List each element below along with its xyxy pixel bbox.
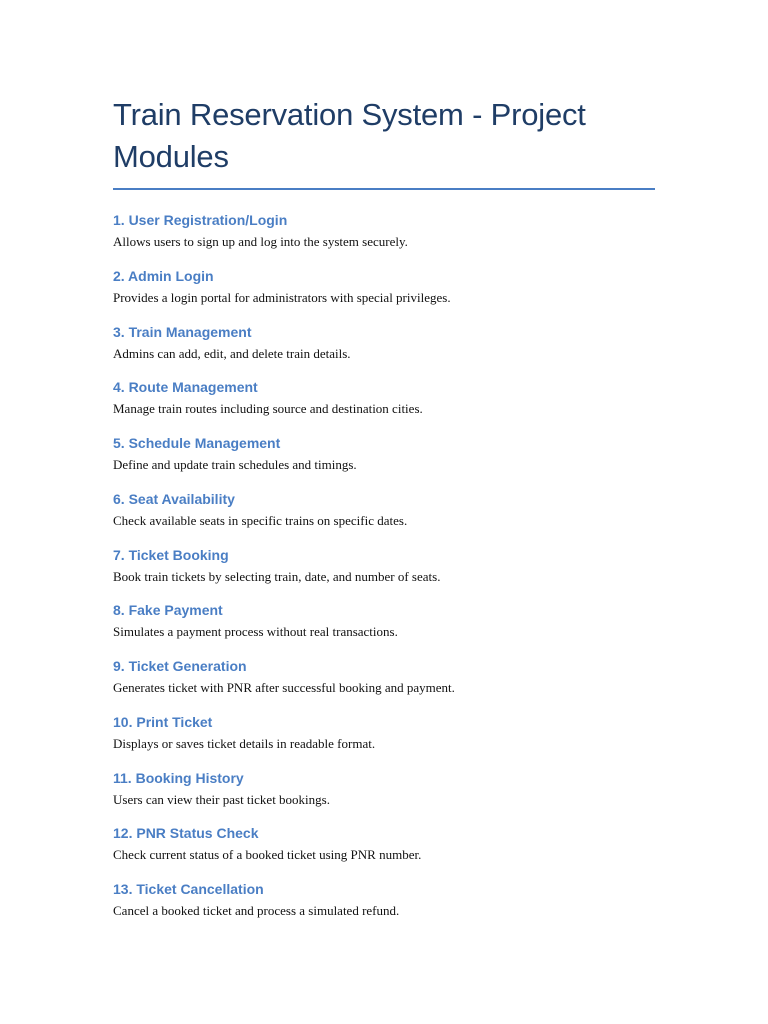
module-item: [113, 823, 655, 879]
module-heading: 2. Admin Login: [113, 267, 214, 284]
module-description: Check available seats in specific trains on specific dates.: [113, 512, 408, 528]
module-heading: 11. Booking History: [113, 769, 244, 786]
module-heading: 5. Schedule Management: [113, 435, 281, 451]
module-description: Provides a login portal for administrators with special privileges.: [113, 289, 451, 305]
module-description: Book train tickets by selecting train, date, and number of seats.: [113, 568, 441, 584]
module-description: Allows users to sign up and log into the system securely.: [113, 234, 408, 249]
module-heading: 13. Ticket Cancellation: [113, 881, 264, 897]
module-heading: 9. Ticket Generation: [113, 658, 247, 674]
module-item: [113, 712, 655, 768]
module-heading: 12. PNR Status Check: [113, 825, 259, 842]
module-heading: 4. Route Management: [113, 379, 258, 396]
module-item: [113, 433, 655, 489]
module-item: [113, 545, 655, 601]
document-page: [113, 0, 655, 935]
module-item: [113, 656, 655, 712]
module-heading: 6. Seat Availability: [113, 490, 235, 507]
module-item: [113, 377, 655, 433]
module-item: [113, 768, 655, 824]
module-heading: 7. Ticket Booking: [113, 546, 229, 563]
module-item: [113, 210, 655, 266]
module-heading: 8. Fake Payment: [113, 602, 223, 619]
module-description: Admins can add, edit, and delete train details.: [113, 345, 351, 361]
module-description: Generates ticket with PNR after successful booking and payment.: [113, 680, 455, 695]
module-item: [113, 266, 655, 322]
document-title: Train Reservation System - Project Modules: [113, 97, 586, 174]
module-description: Users can view their past ticket bookings.: [113, 791, 330, 807]
module-description: Displays or saves ticket details in readable format.: [113, 735, 376, 751]
module-description: Define and update train schedules and timings.: [113, 457, 357, 472]
module-description: Check current status of a booked ticket using PNR number.: [113, 847, 422, 863]
module-item: [113, 322, 655, 378]
module-description: Manage train routes including source and destination cities.: [113, 401, 423, 417]
module-heading: 3. Train Management: [113, 323, 252, 340]
module-item: [113, 600, 655, 656]
module-item: [113, 879, 655, 935]
module-description: Simulates a payment process without real transactions.: [113, 624, 398, 640]
module-heading: 10. Print Ticket: [113, 713, 213, 730]
module-item: [113, 489, 655, 545]
module-heading: 1. User Registration/Login: [113, 212, 288, 228]
module-description: Cancel a booked ticket and process a simulated refund.: [113, 903, 400, 918]
module-list: [113, 190, 655, 935]
